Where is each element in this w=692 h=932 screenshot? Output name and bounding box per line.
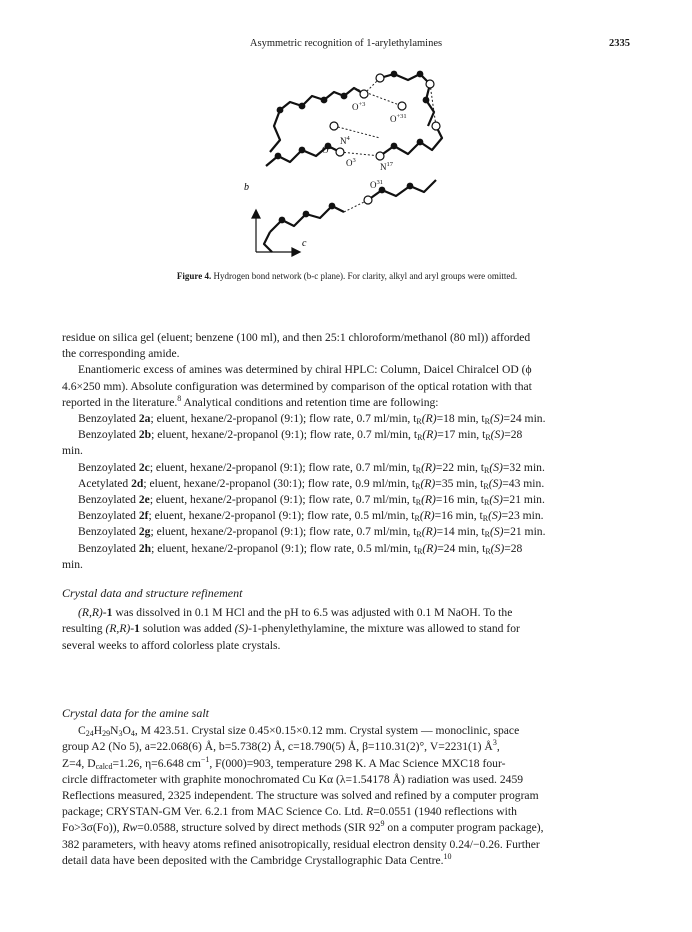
paragraph-cont: Reflections measured, 2325 independent. The structure was solved and refined by a computer program — [62, 789, 539, 803]
chain-link-1 — [270, 110, 280, 152]
atom — [275, 153, 282, 160]
paragraph-cont: group A2 (No 5), a=22.068(6) Å, b=5.738(2) Å, c=18.790(5) Å, β=110.31(2)°, V=2231(1) $Å^3$, — [62, 738, 500, 754]
oxygen-atom — [376, 74, 384, 82]
atom — [303, 211, 310, 218]
hplc-entry: Benzoylated 2b; eluent, hexane/2-propanol (9:1); flow rate, 0.7 ml/min, $t_R(R)=17$ min, $t_R(S)=28$ — [78, 428, 523, 443]
atom — [277, 107, 284, 114]
axis-b-label: b — [244, 182, 249, 193]
label-o1: $O^1$ — [322, 144, 332, 155]
nitrogen-atom — [330, 122, 338, 130]
hplc-entry: Benzoylated 2a; eluent, hexane/2-propanol (9:1); flow rate, 0.7 ml/min, $t_R(R)=18$ min, $t_R(S)=24$ min. — [78, 412, 546, 427]
label-n4: $N^4$ — [340, 135, 350, 146]
atom — [417, 71, 424, 78]
paragraph: Enantiomeric excess of amines was determined by chiral HPLC: Column, Daicel Chiralcel OD (ϕ — [78, 363, 532, 377]
oxygen-atom — [336, 148, 344, 156]
hplc-entry: Benzoylated 2h; eluent, hexane/2-propanol (9:1); flow rate, 0.5 ml/min, $t_R(R)=24$ min, $t_R(S)=28$ — [78, 541, 523, 556]
axis-c-arrow — [292, 248, 300, 256]
label-o3-mid: $O^3$ — [346, 157, 356, 168]
paragraph-cont: detail data have been deposited with the Cambridge Crystallographic Data Centre.$^{10}$ — [62, 851, 452, 867]
running-header — [0, 38, 692, 54]
label-o31-mid: $O^{31}$ — [370, 179, 383, 190]
atom — [417, 139, 424, 146]
atom — [341, 93, 348, 100]
atom — [407, 183, 414, 190]
hplc-entry: Acetylated 2d; eluent, hexane/2-propanol (30:1); flow rate, 0.9 ml/min, $t_R(R)=35$ min, $t_R(S)=43$ min. — [78, 476, 545, 491]
caption-label: Figure 4. — [176, 271, 212, 281]
hplc-entry: Benzoylated 2g; eluent, hexane/2-propanol (9:1); flow rate, 0.7 ml/min, $t_R(R)=14$ min, $t_R(S)=21$ min. — [78, 525, 546, 540]
hplc-entry: Benzoylated 2f; eluent, hexane/2-propanol (9:1); flow rate, 0.5 ml/min, $t_R(R)=16$ min, $t_R(S)=23$ min. — [78, 509, 544, 524]
chain-mid-right — [380, 126, 442, 156]
atom — [321, 97, 328, 104]
oxygen-atom — [360, 90, 368, 98]
caption-text: Hydrogen bond network (b-c plane). For clarity, alkyl and aryl groups were omitted. — [211, 271, 518, 281]
label-o3-top: $O^{+3}$ — [352, 101, 366, 112]
atom — [379, 187, 386, 194]
atom — [299, 147, 306, 154]
oxygen-atom — [426, 80, 434, 88]
paragraph: residue on silica gel (eluent; benzene (100 ml), and then 25:1 chloroform/methanol (80 ml)) afforded the corresponding amide. — [62, 331, 531, 361]
paragraph-cont: Fo>3σ(Fo)), Rw=0.0588, structure solved by direct methods (SIR $92^9$ on a computer program package), — [62, 819, 544, 835]
paragraph-cont: reported in the literature.$^8$ Analytical conditions and retention time are following: — [62, 393, 439, 409]
crystal-data-section — [62, 585, 632, 654]
axes — [252, 210, 300, 256]
hplc-entry-cont: min. — [62, 444, 83, 458]
paragraph-cont: circle diffractometer with graphite monochromated Cu Kα (λ=1.54178 Å) radiation was used. 2459 — [62, 772, 524, 786]
hplc-entry: Benzoylated 2e; eluent, hexane/2-propanol (9:1); flow rate, 0.7 ml/min, $t_R(R)=16$ min, $t_R(S)=21$ min. — [78, 493, 545, 508]
oxygen-atom — [432, 122, 440, 130]
nitrogen-atom — [398, 102, 406, 110]
axis-c-label: c — [302, 238, 307, 249]
hplc-entry: Benzoylated 2c; eluent, hexane/2-propanol (9:1); flow rate, 0.7 ml/min, $t_R(R)=22$ min, $t_R(S)=32$ min. — [78, 460, 545, 475]
running-title: Asymmetric recognition of 1-arylethylamines — [249, 38, 443, 49]
hplc-conditions-list — [62, 411, 632, 573]
paragraph-cont: 4.6×250 mm). Absolute configuration was determined by comparison of the optical rotation with that — [62, 379, 532, 393]
atom — [329, 203, 336, 210]
atom — [391, 143, 398, 150]
label-o31-top: $O^{+31}$ — [390, 113, 407, 124]
paragraph-cont: 382 parameters, with heavy atoms refined anisotropically, residual electron density 0.24/−0.26. Further — [62, 837, 540, 851]
axis-b-arrow — [252, 210, 260, 218]
amine-salt-section — [62, 705, 632, 869]
oxygen-atom — [376, 152, 384, 160]
section-title: Crystal data and structure refinement — [62, 586, 243, 600]
paragraph: (R,R)-1 was dissolved in 0.1 M HCl and the pH to 6.5 was adjusted with 0.1 M NaOH. To the — [78, 606, 513, 620]
atom — [423, 97, 430, 104]
paragraph-cont: several weeks to afford colorless plate crystals. — [62, 638, 281, 652]
hydrogen-bond-network-figure — [230, 66, 470, 266]
page-number: 2335 — [609, 38, 630, 49]
paragraph-cont: Z=4, $D_{calcd}=1.26$, η=6.648 $cm^{-1}$, F(000)=903, temperature 298 K. A Mac Science MXC18 four- — [62, 754, 506, 771]
paragraph: $C_{24}H_{29}N_3O_4$, M 423.51. Crystal size 0.45×0.15×0.12 mm. Crystal system — monoclinic, space — [78, 724, 520, 739]
atom — [299, 103, 306, 110]
paragraph-cont: package; CRYSTAN-GM Ver. 6.2.1 from MAC Science Co. Ltd. R=0.0551 (1940 reflections with — [62, 805, 517, 819]
atoms — [275, 71, 430, 224]
atom — [391, 71, 398, 78]
oxygen-atom — [364, 196, 372, 204]
paragraph-cont: resulting (R,R)-1 solution was added (S)-1-phenylethylamine, the mixture was allowed to stand for — [62, 622, 520, 636]
hbond-3 — [340, 152, 380, 156]
figure-caption — [62, 271, 632, 281]
hplc-entry-cont: min. — [62, 557, 83, 571]
atom — [279, 217, 286, 224]
methods-text — [62, 330, 632, 573]
chain-link-2 — [264, 232, 272, 252]
section-title: Crystal data for the amine salt — [62, 706, 209, 720]
label-n17: $N^{17}$ — [380, 161, 393, 172]
formula: $C_{24}H_{29}N_3O_4$ — [78, 724, 135, 739]
